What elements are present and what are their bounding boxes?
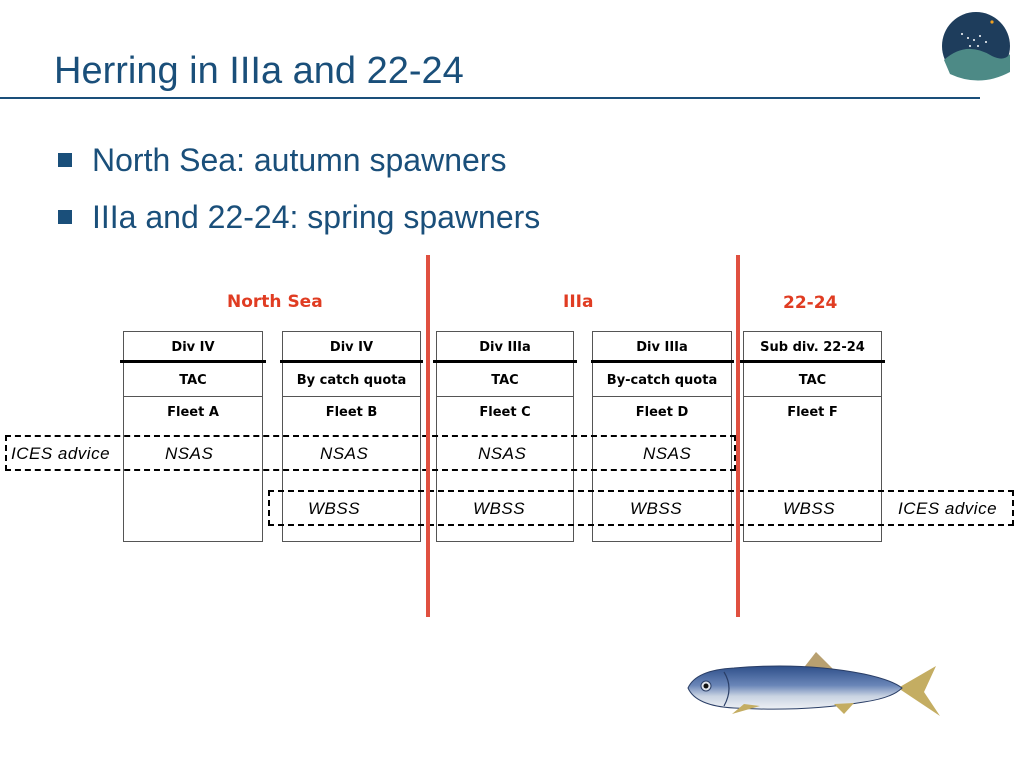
wbss-cell: WBSS	[308, 499, 361, 518]
fleet-name: Fleet A	[167, 405, 219, 420]
fleet-area: Sub div. 22-24	[760, 340, 865, 355]
wbss-cell: WBSS	[473, 499, 526, 518]
bullet-item	[58, 199, 540, 236]
nsas-cell: NSAS	[643, 444, 692, 463]
region-divider	[736, 255, 740, 617]
wbss-cell: WBSS	[783, 499, 836, 518]
fleet-area: Div IV	[329, 340, 374, 355]
header-rule	[280, 360, 423, 363]
region-label-north-sea: North Sea	[227, 292, 323, 312]
fleet-name: Fleet F	[787, 405, 838, 420]
fleet-name: Fleet D	[635, 405, 689, 420]
region-label-22-24: 22-24	[783, 293, 838, 313]
title-rule	[0, 97, 980, 99]
fleet-quota: By-catch quota	[606, 373, 718, 388]
fleet-quota: TAC	[798, 373, 827, 388]
header-rule	[433, 360, 577, 363]
slide-title: Herring in IIIa and 22-24	[54, 50, 464, 92]
herring-fish-image	[684, 648, 942, 728]
bullet-text: North Sea: autumn spawners	[92, 142, 507, 178]
bullet-text: IIIa and 22-24: spring spawners	[92, 199, 541, 235]
fleet-name: Fleet C	[479, 405, 531, 420]
fleet-area: Div IIIa	[636, 340, 688, 355]
row-rule	[282, 396, 421, 397]
header-rule	[591, 360, 734, 363]
fleet-quota: TAC	[491, 373, 519, 388]
nsas-cell: NSAS	[320, 444, 369, 463]
fleet-quota: By catch quota	[296, 373, 407, 388]
fleet-quota: TAC	[179, 373, 207, 388]
ices-logo	[940, 12, 1012, 84]
row-rule	[436, 396, 574, 397]
bullet-square-icon	[58, 210, 72, 224]
nsas-ices-advice-label: ICES advice	[11, 444, 111, 463]
fleet-area: Div IIIa	[479, 340, 531, 355]
fleet-name: Fleet B	[325, 405, 378, 420]
row-rule	[123, 396, 263, 397]
nsas-cell: NSAS	[165, 444, 214, 463]
nsas-advice-band	[5, 435, 736, 471]
wbss-cell: WBSS	[630, 499, 683, 518]
bullet-item	[58, 142, 506, 179]
header-rule	[740, 360, 885, 363]
region-divider	[426, 255, 430, 617]
row-rule	[592, 396, 732, 397]
wbss-ices-advice-label: ICES advice	[898, 499, 998, 518]
bullet-square-icon	[58, 153, 72, 167]
region-label-iiia: IIIa	[563, 292, 594, 312]
header-rule	[120, 360, 266, 363]
nsas-cell: NSAS	[478, 444, 527, 463]
fleet-area: Div IV	[171, 340, 215, 355]
row-rule	[743, 396, 882, 397]
